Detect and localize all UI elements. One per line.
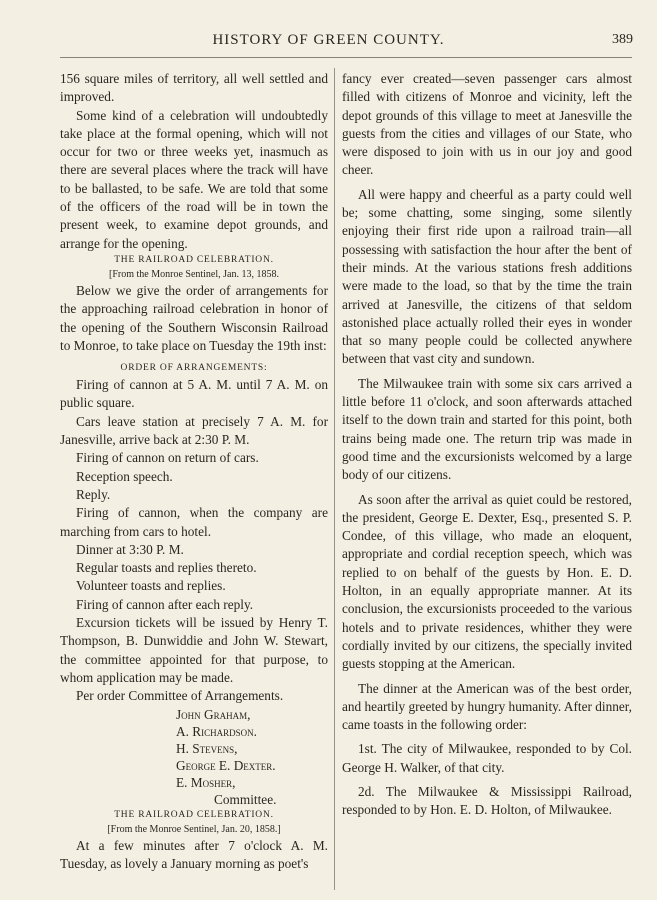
list-item: Volunteer toasts and replies. bbox=[76, 578, 226, 594]
paragraph: Below we give the order of arrangements for the approaching railroad celebration in honor of the opening of the Southern Wisconsin Railroad to Monroe, to take place on Tuesday the 19th inst: bbox=[60, 282, 328, 353]
page-number: 389 bbox=[612, 32, 633, 47]
section-heading: THE RAILROAD CELEBRATION. bbox=[114, 809, 274, 820]
list-item: Per order Committee of Arrangements. bbox=[76, 688, 284, 704]
page-header bbox=[0, 30, 657, 54]
column-divider bbox=[334, 68, 335, 890]
source-citation: [From the Monroe Sentinel, Jan. 20, 1858.] bbox=[107, 823, 281, 835]
paragraph: All were happy and cheerful as a party could well be; some chatting, some singing, some silently enjoying their first ride upon a railroad train—all possessing with satisfaction the hour after the bent of their minds. At the various stations fresh additions were made to the load, so that by the time the train arrived at Janesville, the citizens of that seldom astonished place actually rolled their eyes in wonder that so many people could be collected anywhere between that vast city and sundown. bbox=[342, 186, 632, 367]
list-item: Firing of cannon, when the company are marching from cars to hotel. bbox=[60, 505, 328, 539]
paragraph: At a few minutes after 7 o'clock A. M. Tuesday, as lovely a January morning as poet's bbox=[60, 837, 328, 871]
list-item: Firing of cannon on return of cars. bbox=[76, 450, 259, 466]
left-column bbox=[60, 70, 328, 873]
list-item: Firing of cannon after each reply. bbox=[76, 596, 254, 612]
paragraph: The dinner at the American was of the best order, and heartily greeted by hungry humanity. After dinner, came toasts in the following order: bbox=[342, 680, 632, 733]
signature-line: John Graham, bbox=[176, 706, 251, 722]
section-heading: THE RAILROAD CELEBRATION. bbox=[114, 254, 274, 265]
paragraph: Some kind of a celebration will undoubtedly take place at the formal opening, which will not occur for two or three weeks yet, inasmuch as there are several places where the track will have to be ballasted, to be safe. We are told that some of the officers of the road will be in town the present week, to examine depot grounds, and arrange for the opening. bbox=[60, 107, 328, 251]
running-title: HISTORY OF GREEN COUNTY. bbox=[212, 32, 445, 48]
paragraph: As soon after the arrival as quiet could be restored, the president, George E. Dexter, Esq., presented S. P. Condee, of this village, who made an eloquent, appropriate and cordial reception speech, which was replied to on behalf of the guests by Hon. E. D. Holton, in an equally appropriate manner. At its conclusion, the excursionists proceeded to the various hotels and to private residences, whither they were cordially invited by our citizens, the specially invited guests stopping at the American. bbox=[342, 491, 632, 672]
paragraph: fancy ever created—seven passenger cars almost filled with citizens of Monroe and vicinity, left the depot grounds of this village to meet at Janesville the guests from the cities and villages of our State, who were disposed to join with us in our joy and good cheer. bbox=[342, 71, 632, 178]
signature-line: E. Mosher, bbox=[176, 774, 236, 790]
list-item: Cars leave station at precisely 7 A. M. for Janesville, arrive back at 2:30 P. M. bbox=[60, 413, 328, 448]
signature-line: H. Stevens, bbox=[176, 740, 238, 756]
list-item: Firing of cannon at 5 A. M. until 7 A. M. on public square. bbox=[60, 377, 328, 411]
paragraph: 2d. The Milwaukee & Mississippi Railroad, responded to by Hon. E. D. Holton, of Milwaukee. bbox=[342, 783, 632, 818]
paragraph: 156 square miles of territory, all well settled and improved. bbox=[60, 71, 328, 105]
right-column bbox=[342, 70, 632, 820]
list-item: Excursion tickets will be issued by Henry T. Thompson, B. Dunwiddie and John W. Stewart, the committee appointed for that purpose, to whom application may be made. bbox=[60, 615, 328, 685]
list-item: Reception speech. bbox=[76, 468, 173, 484]
header-rule bbox=[60, 57, 632, 58]
paragraph: 1st. The city of Milwaukee, responded to by Col. George H. Walker, of that city. bbox=[342, 741, 632, 775]
committee-label: Committee. bbox=[214, 791, 277, 807]
order-heading: ORDER OF ARRANGEMENTS: bbox=[120, 363, 268, 374]
signature-line: A. Richardson. bbox=[176, 723, 257, 739]
list-item: Regular toasts and replies thereto. bbox=[76, 560, 257, 576]
paragraph: The Milwaukee train with some six cars arrived a little before 11 o'clock, and soon afterwards attached itself to the down train and started for this point, both trains being made one. The return trip was made in good time and the excursionists welcomed by a large body of our citizens. bbox=[342, 375, 632, 483]
list-item: Reply. bbox=[76, 486, 111, 502]
source-citation: [From the Monroe Sentinel, Jan. 13, 1858. bbox=[109, 268, 279, 280]
signature-line: George E. Dexter. bbox=[176, 757, 276, 773]
list-item: Dinner at 3:30 P. M. bbox=[76, 541, 184, 557]
